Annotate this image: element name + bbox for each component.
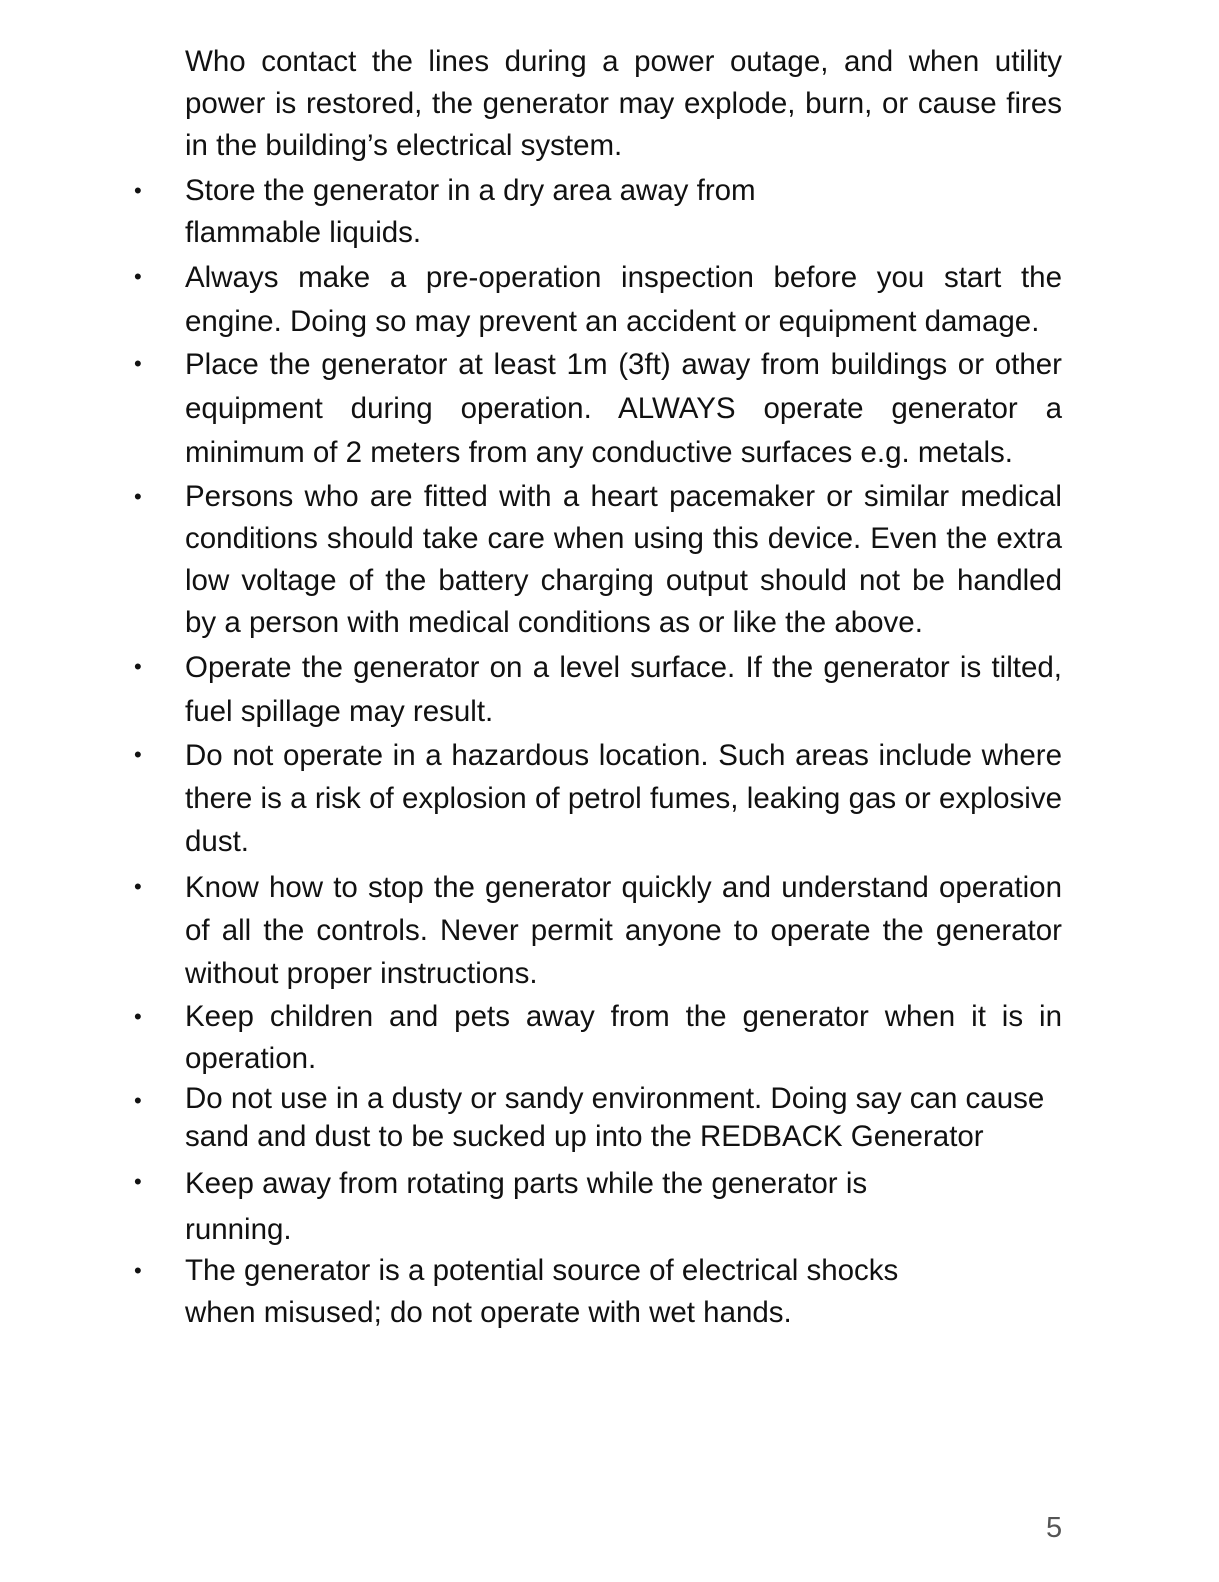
bullet-marker: • [134,484,142,509]
bullet-marker: • [134,264,142,289]
list-item-children-pets: Keep children and pets away from the generator when it is in operation. [185,1000,1062,1075]
list-item-level-surface: Operate the generator on a level surface. If the generator is tilted, fuel spillage may result. [185,651,1062,728]
list-item-placement-distance: Place the generator at least 1m (3ft) away from buildings or other equipment during operation. ALWAYS operate generator a minimum of 2 meters from any conductive surfaces e.g. metals. [185,348,1062,469]
bullet-marker: • [134,178,142,203]
list-item-pacemaker-warning: Persons who are fitted with a heart pacemaker or similar medical conditions should take care when using this device. Even the extra low voltage of the battery charging output should not be handled by a person with medical conditions as or like the above. [185,480,1062,639]
list-item-electrical-shock: The generator is a potential source of electrical shocks when misused; do not operate with wet hands. [185,1254,899,1329]
continuation-paragraph: Who contact the lines during a power outage, and when utility power is restored, the generator may explode, burn, or cause fires in the building’s electrical system. [185,45,1062,162]
bullet-marker: • [134,874,142,899]
bullet-marker: • [134,351,142,376]
bullet-marker: • [134,654,142,679]
list-item-controls-knowledge: Know how to stop the generator quickly and understand operation of all the controls. Never permit anyone to operate the generator without proper instructions. [185,871,1062,990]
page-number: 5 [1046,1512,1063,1544]
list-item-pre-operation-inspection: Always make a pre-operation inspection before you start the engine. Doing so may prevent an accident or equipment damage. [185,261,1062,338]
bullet-marker: • [134,1004,142,1029]
bullet-marker: • [134,1258,142,1283]
list-item-store-dry-area: Store the generator in a dry area away from flammable liquids. [185,174,756,249]
bullet-marker: • [134,1169,142,1194]
list-item-dusty-environment: Do not use in a dusty or sandy environment. Doing say can cause sand and dust to be sucked up into the REDBACK Generator [185,1082,1045,1153]
list-item-hazardous-location: Do not operate in a hazardous location. Such areas include where there is a risk of explosion of petrol fumes, leaking gas or explosive dust. [185,739,1062,858]
bullet-marker: • [134,1088,142,1113]
bullet-marker: • [134,742,142,767]
list-item-rotating-parts: Keep away from rotating parts while the generator is running. [185,1167,868,1246]
